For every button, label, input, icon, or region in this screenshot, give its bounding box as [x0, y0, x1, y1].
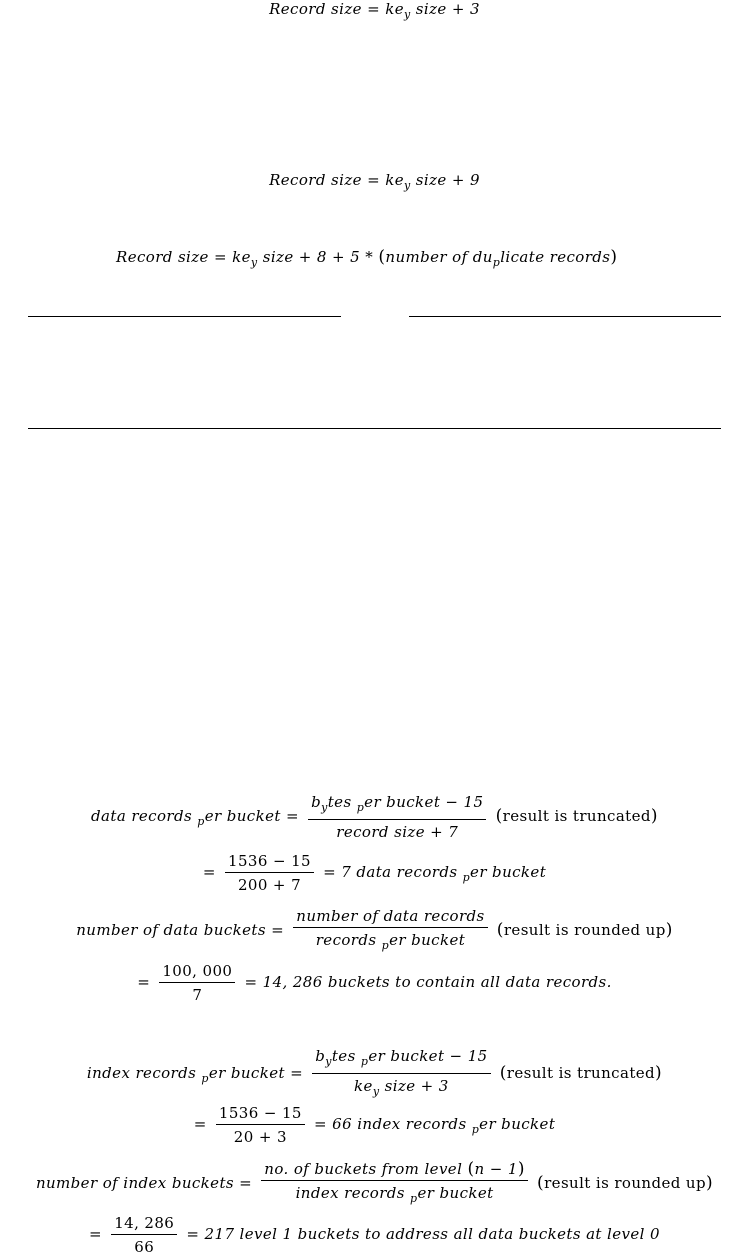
den-text: ke — [354, 1077, 373, 1095]
formula-rhs: size + 3 — [415, 0, 480, 18]
formula-lhs: Record size — [116, 248, 209, 266]
note-text: result is truncated — [506, 1064, 656, 1082]
lhs-text: index records — [86, 1064, 202, 1082]
number-of-index-buckets-eq — [0, 1160, 749, 1208]
open-paren: ( — [495, 806, 503, 826]
num-subscript: p — [360, 1055, 369, 1068]
lhs-text: er bucket = — [204, 807, 299, 825]
denominator: 7 — [192, 986, 203, 1004]
close-paren: ) — [650, 806, 658, 826]
lhs-subscript: p — [201, 1072, 209, 1085]
den-subscript: y — [372, 1085, 380, 1098]
equals-sign: = — [367, 0, 381, 18]
key-subscript: y — [250, 256, 258, 269]
result-text: = 7 data records — [323, 863, 463, 881]
lhs-text: number of data buckets = — [76, 921, 285, 939]
close-paren: ) — [610, 247, 618, 267]
numerator — [312, 1047, 490, 1074]
den-text: er bucket — [389, 931, 466, 949]
key-subscript: y — [404, 8, 411, 21]
close-paren: ) — [517, 1159, 525, 1179]
formula-rhs: size + 9 — [415, 171, 480, 189]
num-subscript: y — [321, 801, 328, 814]
num-subscript: y — [325, 1055, 332, 1068]
open-paren: ( — [537, 1173, 545, 1193]
record-size-formula-1 — [0, 0, 749, 24]
fraction — [216, 1104, 305, 1146]
data-records-per-bucket-eq — [0, 793, 749, 841]
equals-sign: = — [367, 171, 381, 189]
data-buckets-calc-eq — [0, 962, 749, 1004]
open-paren: ( — [378, 247, 386, 267]
num-text: b — [311, 793, 322, 811]
close-paren: ) — [665, 920, 673, 940]
den-text: size + 3 — [379, 1077, 449, 1095]
paren-text: number of du — [385, 248, 493, 266]
record-size-formula-3 — [116, 248, 617, 272]
num-text: er bucket − 15 — [364, 793, 484, 811]
key-text: ke — [385, 0, 404, 18]
den-text: index records — [295, 1184, 411, 1202]
numerator: 14, 286 — [111, 1214, 177, 1235]
index-buckets-calc-eq — [0, 1214, 749, 1256]
equals-sign: = — [137, 973, 151, 991]
denominator: record size + 7 — [336, 823, 459, 841]
num-text: er bucket − 15 — [368, 1047, 488, 1065]
equals-sign: = — [214, 248, 227, 266]
lhs-text: number of index buckets = — [35, 1174, 253, 1192]
fraction — [293, 907, 487, 955]
result-text: = 66 index records — [314, 1115, 472, 1133]
equals-sign: = — [193, 1115, 207, 1133]
denominator: 66 — [134, 1238, 155, 1256]
formula-lhs: Record size — [269, 0, 362, 18]
numerator: 1536 − 15 — [216, 1104, 305, 1125]
data-records-calc-eq — [0, 852, 749, 894]
denominator: 20 + 3 — [233, 1128, 287, 1146]
numerator: number of data records — [293, 907, 487, 928]
fraction — [159, 962, 235, 1004]
result-text: er bucket — [479, 1115, 556, 1133]
result-subscript: p — [471, 1123, 480, 1136]
num-subscript: p — [356, 801, 365, 814]
den-text: er bucket — [417, 1184, 494, 1202]
num-text: b — [315, 1047, 326, 1065]
formula-lhs: Record size — [269, 171, 362, 189]
result-text: er bucket — [470, 863, 547, 881]
index-records-per-bucket-eq — [0, 1047, 749, 1101]
fraction — [312, 1047, 490, 1101]
fraction — [308, 793, 486, 841]
key-text: ke — [232, 248, 251, 266]
num-text: no. of buckets from level — [264, 1160, 468, 1178]
numerator — [261, 1160, 528, 1181]
fraction — [261, 1160, 528, 1208]
paren-subscript: p — [492, 256, 501, 269]
paren-text: licate records — [500, 248, 611, 266]
lhs-text: er bucket = — [208, 1064, 304, 1082]
denominator: 200 + 7 — [237, 876, 302, 894]
close-paren: ) — [655, 1063, 663, 1083]
den-subscript: p — [410, 1192, 418, 1205]
result-subscript: p — [462, 871, 471, 884]
equals-sign: = — [89, 1225, 103, 1243]
horizontal-rule-right — [409, 316, 721, 317]
den-subscript: p — [381, 939, 390, 952]
open-paren: ( — [467, 1159, 475, 1179]
note-text: result is rounded up — [544, 1174, 706, 1192]
equals-sign: = — [202, 863, 216, 881]
fraction — [225, 852, 314, 894]
fraction — [111, 1214, 177, 1256]
lhs-text: data records — [91, 807, 198, 825]
close-paren: ) — [706, 1173, 714, 1193]
note-text: result is rounded up — [503, 921, 666, 939]
numerator — [308, 793, 486, 820]
record-size-formula-2 — [0, 171, 749, 195]
key-subscript: y — [404, 179, 411, 192]
denominator — [351, 1074, 452, 1101]
key-text: ke — [385, 171, 404, 189]
numerator: 1536 − 15 — [225, 852, 314, 873]
number-of-data-buckets-eq — [0, 907, 749, 955]
num-text: tes — [327, 793, 357, 811]
lhs-subscript: p — [197, 815, 205, 828]
result-text: = 217 level 1 buckets to address all data buckets at level 0 — [186, 1225, 660, 1243]
denominator — [313, 928, 468, 955]
formula-rhs: size + 8 + 5 * — [262, 248, 374, 266]
num-text: tes — [331, 1047, 361, 1065]
note-text: result is truncated — [502, 807, 651, 825]
horizontal-rule-full — [28, 428, 721, 429]
open-paren: ( — [496, 920, 504, 940]
horizontal-rule-left — [28, 316, 341, 317]
open-paren: ( — [499, 1063, 507, 1083]
num-text: n − 1 — [474, 1160, 518, 1178]
index-records-calc-eq — [0, 1104, 749, 1146]
denominator — [293, 1181, 497, 1208]
den-text: records — [315, 931, 382, 949]
result-text: = 14, 286 buckets to contain all data records. — [244, 973, 612, 991]
numerator: 100, 000 — [159, 962, 235, 983]
